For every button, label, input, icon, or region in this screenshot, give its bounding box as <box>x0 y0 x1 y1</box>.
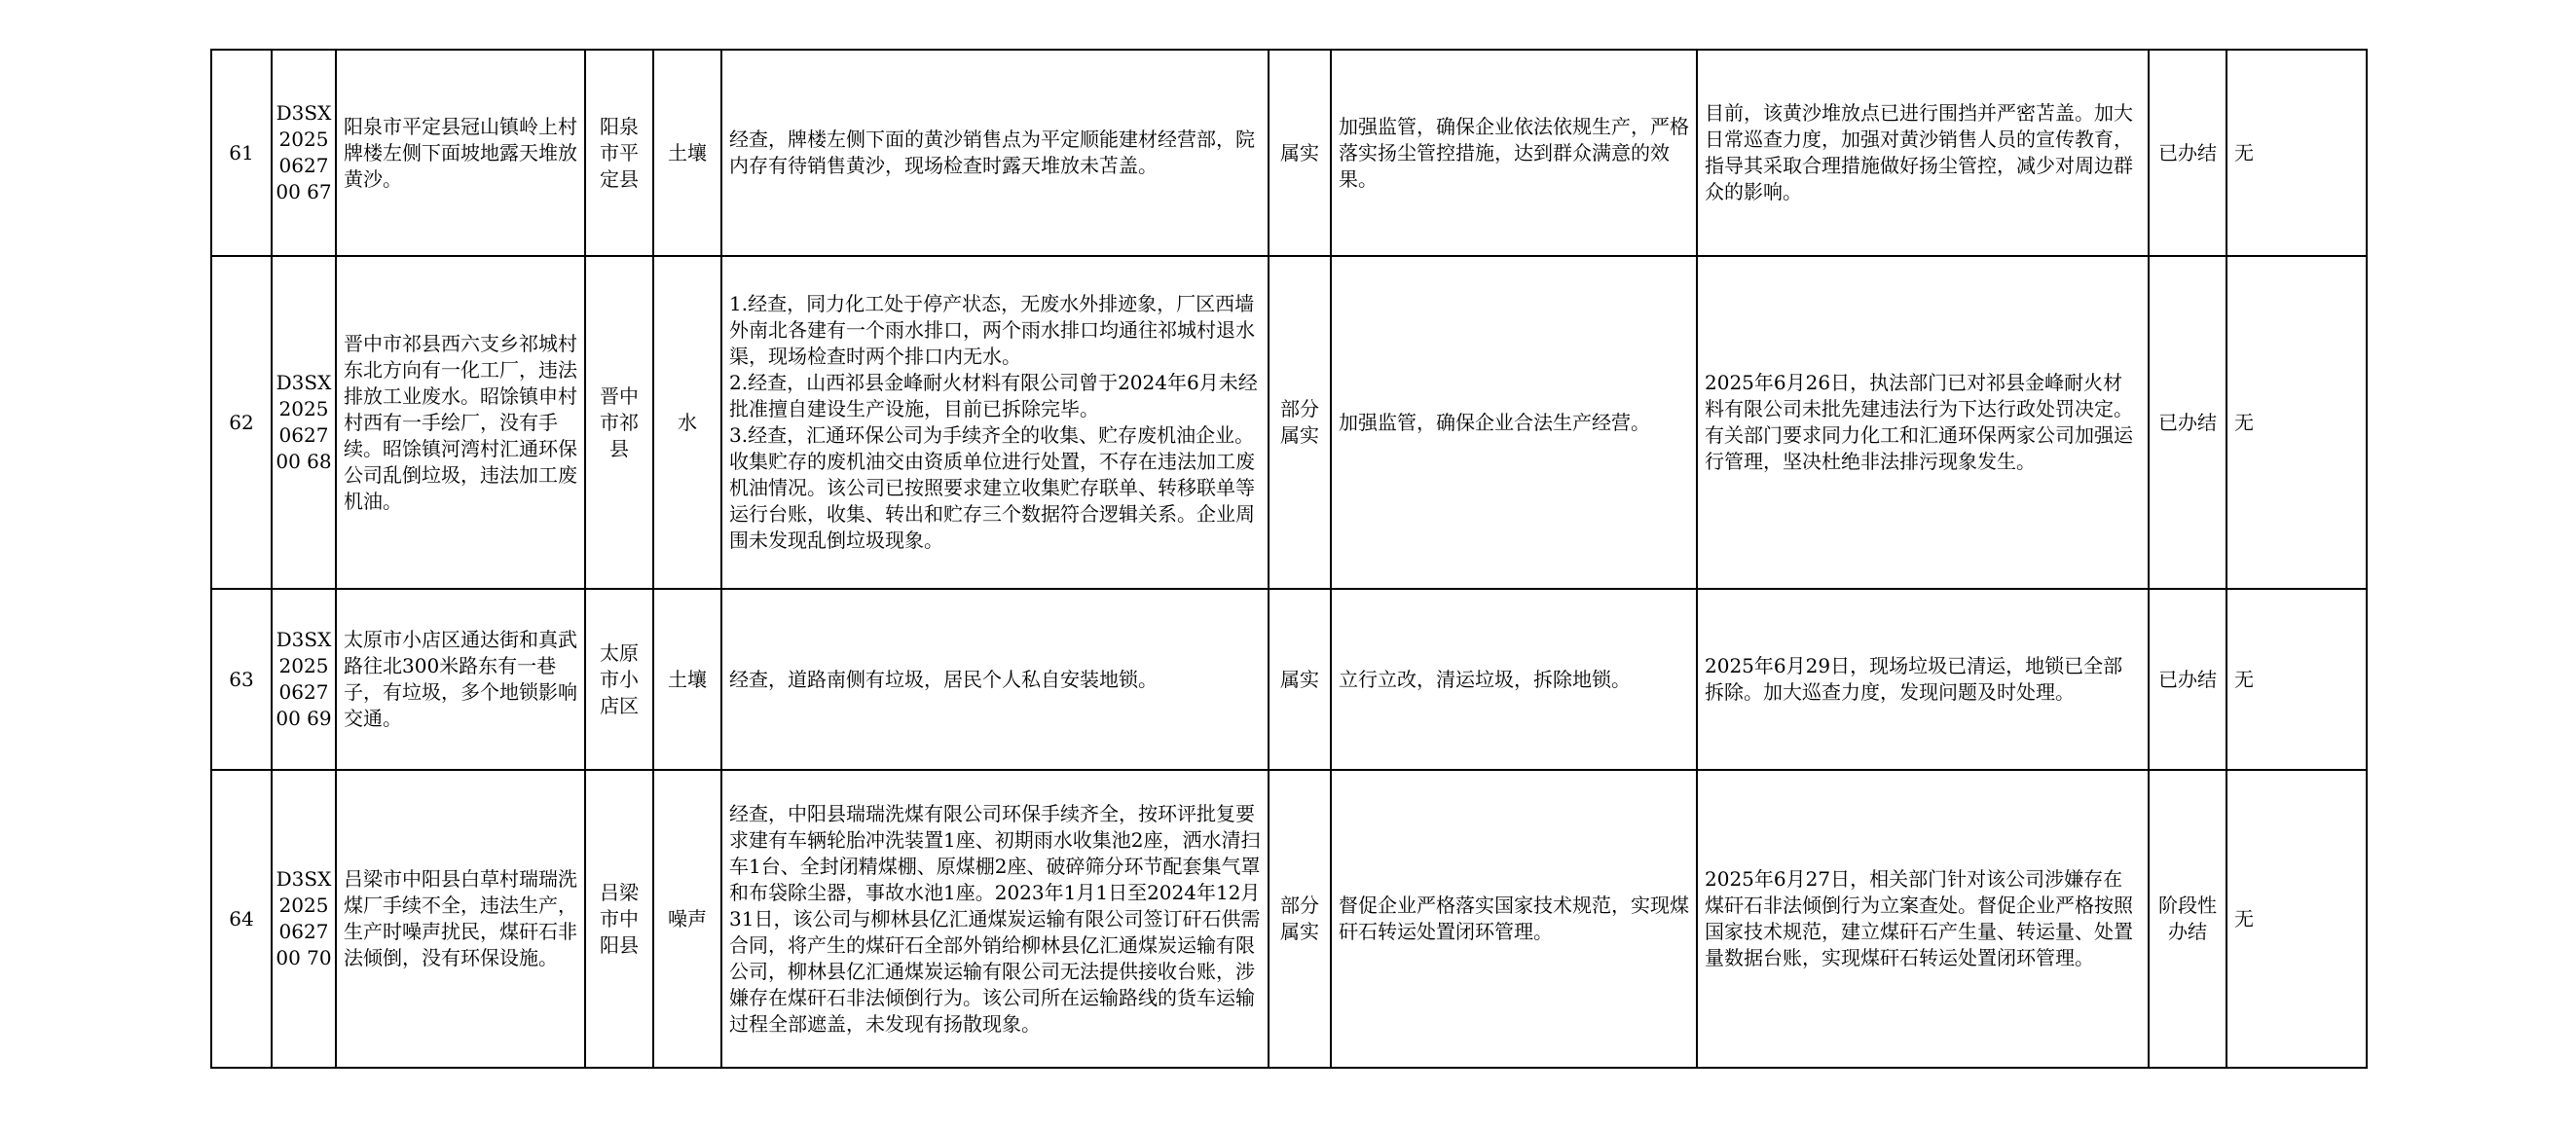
completion-status: 已办结 <box>2149 589 2226 770</box>
complaint-code: D3SX2025062700 70 <box>272 770 336 1068</box>
pollution-category: 土壤 <box>653 50 721 256</box>
complaint-location: 阳泉市平定县冠山镇岭上村牌楼左侧下面坡地露天堆放黄沙。 <box>336 50 585 256</box>
verdict: 属实 <box>1269 50 1331 256</box>
table-row <box>211 50 2367 256</box>
verdict: 部分属实 <box>1269 256 1331 589</box>
investigation-finding: 经查，中阳县瑞瑞洗煤有限公司环保手续齐全，按环评批复要求建有车辆轮胎冲洗装置1座、初期雨水收集池2座，洒水清扫车1台、全封闭精煤棚、原煤棚2座、破碎筛分环节配套集气罩和布袋除尘器，事故水池1座。2023年1月1日至2024年12月31日，该公司与柳林县亿汇通煤炭运输有限公司签订矸石供需合同，将产生的煤矸石全部外销给柳林县亿汇通煤炭运输有限公司，柳林县亿汇通煤炭运输有限公司无法提供接收台账，涉嫌存在煤矸石非法倾倒行为。该公司所在运输路线的货车运输过程全部遮盖，未发现有扬散现象。 <box>721 770 1269 1068</box>
complaint-location: 吕梁市中阳县白草村瑞瑞洗煤厂手续不全，违法生产，生产时噪声扰民，煤矸石非法倾倒，没有环保设施。 <box>336 770 585 1068</box>
accountability: 无 <box>2226 50 2367 256</box>
pollution-category: 噪声 <box>653 770 721 1068</box>
investigation-finding: 经查，牌楼左侧下面的黄沙销售点为平定顺能建材经营部，院内存有待销售黄沙，现场检查时露天堆放未苫盖。 <box>721 50 1269 256</box>
administrative-region: 阳泉市平定县 <box>585 50 653 256</box>
handling-result: 2025年6月26日，执法部门已对祁县金峰耐火材料有限公司未批先建违法行为下达行政处罚决定。有关部门要求同力化工和汇通环保两家公司加强运行管理，坚决杜绝非法排污现象发生。 <box>1697 256 2149 589</box>
administrative-region: 吕梁市中阳县 <box>585 770 653 1068</box>
complaint-code: D3SX2025062700 69 <box>272 589 336 770</box>
accountability: 无 <box>2226 256 2367 589</box>
completion-status: 阶段性办结 <box>2149 770 2226 1068</box>
investigation-finding: 1.经查，同力化工处于停产状态，无废水外排迹象，厂区西墙外南北各建有一个雨水排口，两个雨水排口均通往祁城村退水渠，现场检查时两个排口内无水。 2.经查，山西祁县金峰耐火材料有限公司曾于2024年6月未经批准擅自建设生产设施，目前已拆除完毕。 3.经查，汇通环保公司为手续齐全的收集、贮存废机油企业。收集贮存的废机油交由资质单位进行处置，不存在违法加工废机油情况。该公司已按照要求建立收集贮存联单、转移联单等运行台账，收集、转出和贮存三个数据符合逻辑关系。企业周围未发现乱倒垃圾现象。 <box>721 256 1269 589</box>
pollution-category: 水 <box>653 256 721 589</box>
table-row <box>211 589 2367 770</box>
handling-result: 2025年6月29日，现场垃圾已清运，地锁已全部拆除。加大巡查力度，发现问题及时处理。 <box>1697 589 2149 770</box>
complaint-location: 晋中市祁县西六支乡祁城村东北方向有一化工厂，违法排放工业废水。昭馀镇申村村西有一手绘厂，没有手续。昭馀镇河湾村汇通环保公司乱倒垃圾，违法加工废机油。 <box>336 256 585 589</box>
completion-status: 已办结 <box>2149 50 2226 256</box>
handling-requirement: 加强监管，确保企业合法生产经营。 <box>1331 256 1697 589</box>
pollution-category: 土壤 <box>653 589 721 770</box>
complaint-code: D3SX2025062700 68 <box>272 256 336 589</box>
table-row <box>211 256 2367 589</box>
handling-result: 2025年6月27日，相关部门针对该公司涉嫌存在煤矸石非法倾倒行为立案查处。督促企业严格按照国家技术规范，建立煤矸石产生量、转运量、处置量数据台账，实现煤矸石转运处置闭环管理。 <box>1697 770 2149 1068</box>
accountability: 无 <box>2226 589 2367 770</box>
handling-result: 目前，该黄沙堆放点已进行围挡并严密苫盖。加大日常巡查力度，加强对黄沙销售人员的宣传教育，指导其采取合理措施做好扬尘管控，减少对周边群众的影响。 <box>1697 50 2149 256</box>
row-index: 63 <box>211 589 272 770</box>
investigation-finding: 经查，道路南侧有垃圾，居民个人私自安装地锁。 <box>721 589 1269 770</box>
handling-requirement: 加强监管，确保企业依法依规生产，严格落实扬尘管控措施，达到群众满意的效果。 <box>1331 50 1697 256</box>
row-index: 62 <box>211 256 272 589</box>
administrative-region: 晋中市祁县 <box>585 256 653 589</box>
complaint-handling-table <box>210 49 2368 1069</box>
row-index: 61 <box>211 50 272 256</box>
complaint-code: D3SX2025062700 67 <box>272 50 336 256</box>
completion-status: 已办结 <box>2149 256 2226 589</box>
row-index: 64 <box>211 770 272 1068</box>
accountability: 无 <box>2226 770 2367 1068</box>
complaint-location: 太原市小店区通达街和真武路往北300米路东有一巷子，有垃圾，多个地锁影响交通。 <box>336 589 585 770</box>
handling-requirement: 督促企业严格落实国家技术规范，实现煤矸石转运处置闭环管理。 <box>1331 770 1697 1068</box>
administrative-region: 太原市小店区 <box>585 589 653 770</box>
verdict: 部分属实 <box>1269 770 1331 1068</box>
table-row <box>211 770 2367 1068</box>
verdict: 属实 <box>1269 589 1331 770</box>
handling-requirement: 立行立改，清运垃圾，拆除地锁。 <box>1331 589 1697 770</box>
